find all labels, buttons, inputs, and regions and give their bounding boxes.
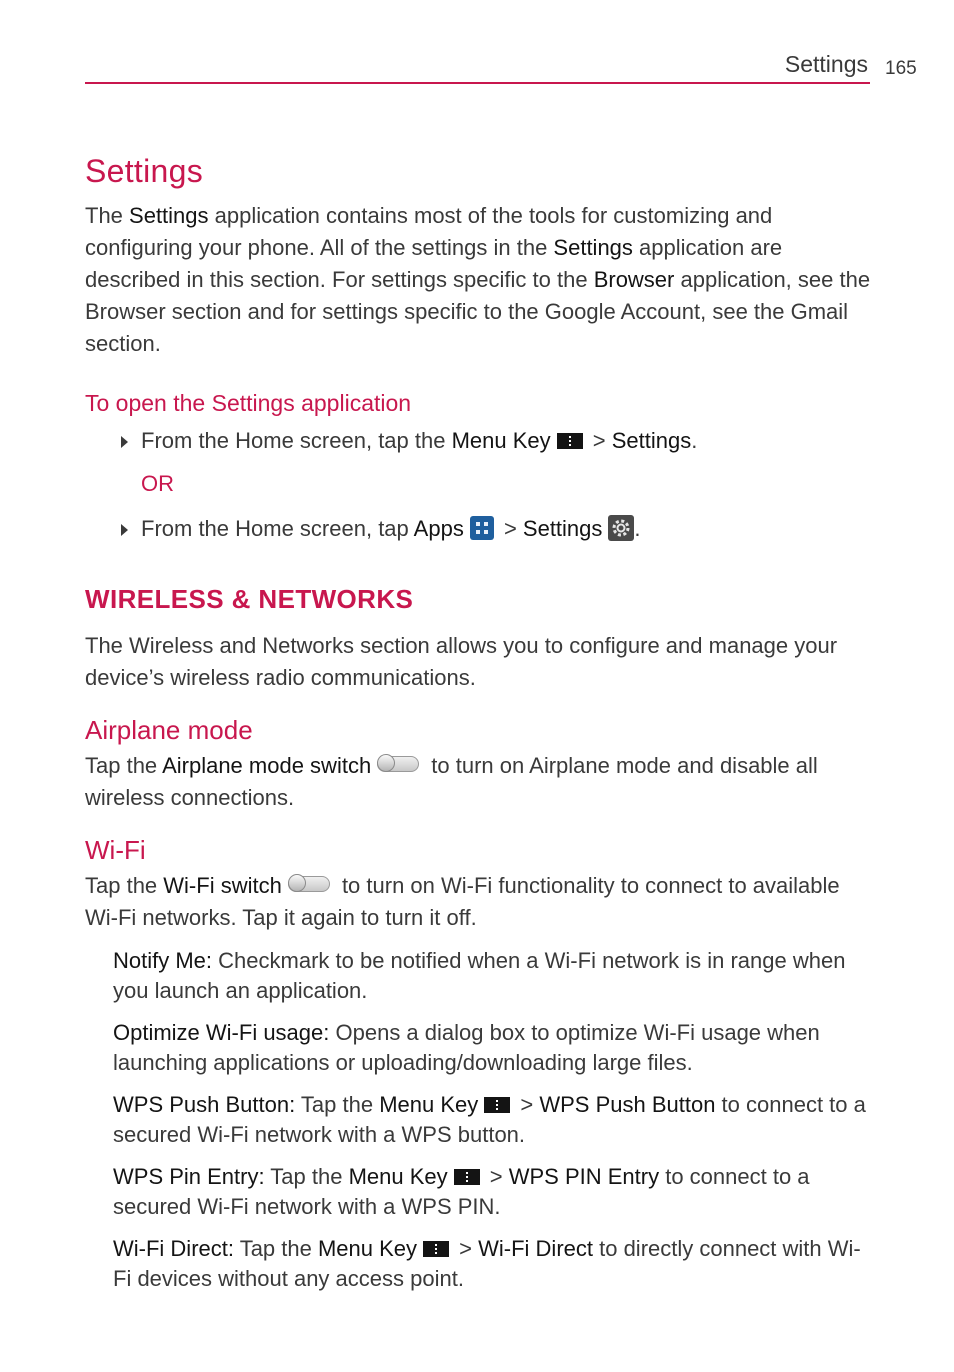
open-settings-heading: To open the Settings application	[85, 390, 412, 416]
bullet-arrow-icon	[121, 524, 128, 536]
option-separator: >	[514, 1092, 540, 1117]
airplane-mode-heading: Airplane mode	[85, 715, 253, 745]
wireless-networks-text: The Wireless and Networks section allows you to configure and manage your device’s wireless radio communications.	[85, 633, 838, 690]
wifi-text	[85, 870, 875, 934]
intro-text: application are described in this section. For settings specific to the	[85, 235, 783, 292]
option-text: Checkmark to be notified when a Wi-Fi network is in range when you launch an application.	[113, 948, 846, 1003]
wifi-options-list	[85, 946, 875, 1294]
menu-key-icon	[484, 1097, 510, 1113]
option-label: Notify Me:	[113, 948, 213, 973]
option-separator: >	[453, 1236, 479, 1261]
step-text: From the Home screen, tap	[141, 516, 414, 541]
option-text: Tap the	[295, 1092, 380, 1117]
option-separator: >	[483, 1164, 509, 1189]
airplane-text: Tap the	[85, 753, 163, 778]
option-term-menu-key: Menu Key	[348, 1164, 448, 1189]
step-term-settings: Settings	[522, 516, 603, 541]
intro-text: application contains most of the tools for customizing and configuring your phone. All of the settings in the	[85, 203, 773, 260]
intro-term-settings: Settings	[129, 203, 209, 228]
step-menu-key	[85, 424, 875, 458]
option-term-menu-key: Menu Key	[379, 1092, 479, 1117]
intro-term-settings: Settings	[553, 235, 633, 260]
bullet-arrow-icon	[121, 436, 128, 448]
menu-key-icon	[557, 433, 583, 449]
menu-key-icon	[423, 1241, 449, 1257]
option-text: Tap the	[264, 1164, 349, 1189]
wifi-option-wps-push-button	[113, 1090, 875, 1150]
wifi-option-notify-me	[113, 946, 875, 1006]
or-label: OR	[141, 471, 174, 496]
gear-icon	[608, 515, 634, 541]
intro-term-browser: Browser	[593, 267, 675, 292]
step-separator: >	[497, 516, 523, 541]
option-label: Optimize Wi-Fi usage:	[113, 1020, 330, 1045]
running-title: Settings	[784, 51, 868, 77]
step-term-apps: Apps	[413, 516, 464, 541]
airplane-term-switch: Airplane mode switch	[162, 753, 372, 778]
option-label: Wi-Fi Direct:	[113, 1236, 234, 1261]
running-header	[85, 48, 870, 84]
step-term-settings: Settings	[611, 428, 692, 453]
wifi-option-wifi-direct	[113, 1234, 875, 1294]
step-end: .	[691, 428, 698, 453]
step-term-menu-key: Menu Key	[451, 428, 551, 453]
airplane-text: to turn on Airplane mode and disable all wireless connections.	[85, 753, 818, 810]
option-term-target: WPS PIN Entry	[508, 1164, 660, 1189]
step-end: .	[634, 516, 641, 541]
page-number: 165	[885, 58, 917, 79]
option-text: to connect to a secured Wi-Fi network with a WPS button.	[113, 1092, 866, 1147]
step-apps	[85, 512, 875, 546]
intro-text: application, see the Browser section and for settings specific to the Google Account, see the Gmail section.	[85, 267, 871, 356]
option-text: to connect to a secured Wi-Fi network with a WPS PIN.	[113, 1164, 810, 1219]
intro-text: The	[85, 203, 130, 228]
option-text: Opens a dialog box to optimize Wi-Fi usage when launching applications or uploading/downloading large files.	[113, 1020, 820, 1075]
wireless-networks-heading: WIRELESS & NETWORKS	[85, 584, 414, 614]
airplane-mode-text	[85, 750, 875, 814]
wifi-text-part: to turn on Wi-Fi functionality to connect to available Wi-Fi networks. Tap it again to turn it off.	[85, 873, 840, 930]
option-label: WPS Pin Entry:	[113, 1164, 265, 1189]
option-label: WPS Push Button:	[113, 1092, 296, 1117]
step-separator: >	[586, 428, 612, 453]
option-text: Tap the	[233, 1236, 318, 1261]
toggle-switch-icon	[288, 876, 330, 892]
menu-key-icon	[454, 1169, 480, 1185]
page-title: Settings	[85, 153, 204, 189]
apps-icon	[470, 516, 494, 540]
option-term-target: Wi-Fi Direct	[478, 1236, 593, 1261]
step-text: From the Home screen, tap the	[141, 428, 452, 453]
option-term-menu-key: Menu Key	[317, 1236, 418, 1261]
wifi-option-optimize-usage	[113, 1018, 875, 1078]
wifi-option-wps-pin-entry	[113, 1162, 875, 1222]
toggle-switch-icon	[377, 756, 419, 772]
wifi-term-switch: Wi-Fi switch	[163, 873, 282, 898]
page-content	[85, 150, 875, 1306]
intro-paragraph	[85, 200, 875, 360]
wifi-heading: Wi-Fi	[85, 835, 146, 865]
option-text: to directly connect with Wi-Fi devices without any access point.	[113, 1236, 861, 1291]
wifi-text-part: Tap the	[85, 873, 164, 898]
option-term-target: WPS Push Button	[539, 1092, 716, 1117]
